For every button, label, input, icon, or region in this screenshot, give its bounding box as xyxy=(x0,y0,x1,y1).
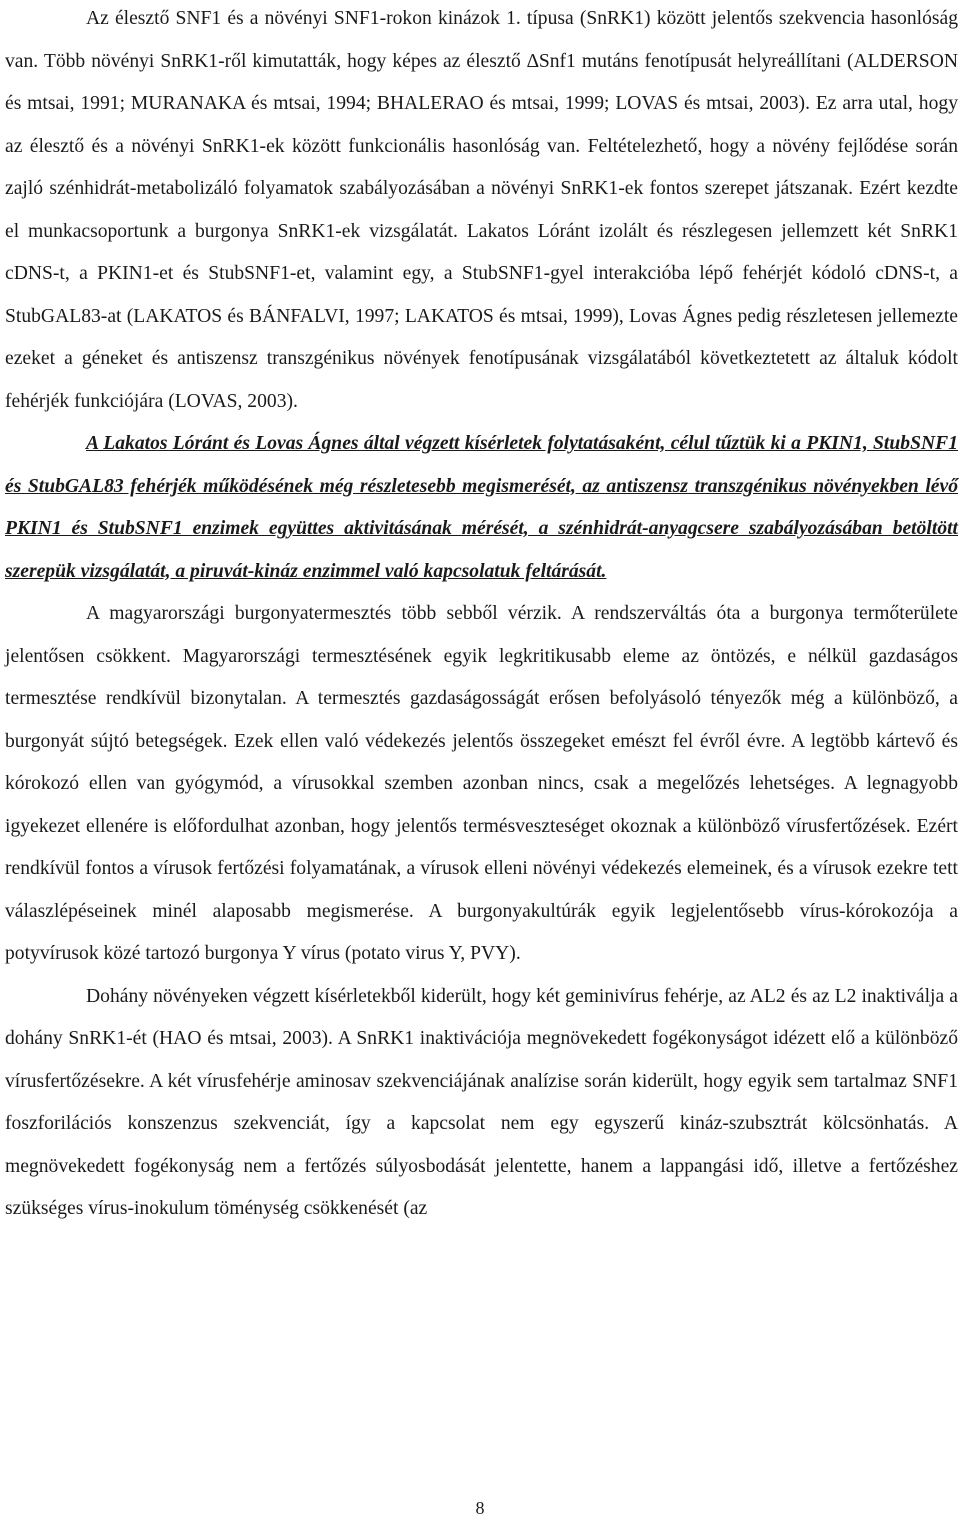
paragraph-potato-production: A magyarországi burgonyatermesztés több sebből vérzik. A rendszerváltás óta a burgonya termőterülete jelentősen csökkent. Magyarországi termesztésének egyik legkritikusabb eleme az öntözés, e nélkül gazdaságos termesztése rendkívül bizonytalan. A termesztés gazdaságosságát erősen befolyásoló tényezők még a különböző, a burgonyát sújtó betegségek. Ezek ellen való védekezés jelentős összegeket emészt fel évről évre. A legtöbb kártevő és kórokozó ellen van gyógymód, a vírusokkal szemben azonban nincs, csak a megelőzés lehetséges. A legnagyobb igyekezet ellenére is előfordulhat azonban, hogy jelentős termésveszteséget okoznak a különböző vírusfertőzések. Ezért rendkívül fontos a vírusok fertőzési folyamatának, a vírusok elleni növényi védekezés elemeinek, és a vírusok ezekre tett válaszlépéseinek minél alaposabb megismerése. A burgonyakultúrák egyik legjelentősebb vírus-kórokozója a potyvírusok közé tartozó burgonya Y vírus (potato virus Y, PVY). xyxy=(5,603,958,964)
paragraph-research-goals: A Lakatos Lóránt és Lovas Ágnes által végzett kísérletek folytatásaként, célul tűztük ki a PKIN1, StubSNF1 és StubGAL83 fehérjék működésének még részletesebb megismerését, az antiszensz transzgénikus növényekben lévő PKIN1 és StubSNF1 enzimek együttes aktivitásának mérését, a szénhidrát-anyagcsere szabályozásában betöltött szerepük vizsgálatát, a piruvát-kináz enzimmel való kapcsolatuk feltárását. xyxy=(5,433,958,582)
paragraph-tobacco-experiments: Dohány növényeken végzett kísérletekből kiderült, hogy két geminivírus fehérje, az AL2 és az L2 inaktiválja a dohány SnRK1-ét (HAO és mtsai, 2003). A SnRK1 inaktivációja megnövekedett fogékonyságot idézett elő a különböző vírusfertőzésekre. A két vírusfehérje aminosav szekvenciájának analízise során kiderült, hogy egyik sem tartalmaz SNF1 foszforilációs konszenzus szekvenciát, így a kapcsolat nem egy egyszerű kináz-szubsztrát kölcsönhatás. A megnövekedett fogékonyság nem a fertőzés súlyosbodását jelentette, hanem a lappangási idő, illetve a fertőzéshez szükséges vírus-inokulum töménység csökkenését (az xyxy=(5,985,958,1219)
document-page xyxy=(5,0,958,1231)
page-number: 8 xyxy=(475,1498,485,1518)
paragraph-snf1-similarity: Az élesztő SNF1 és a növényi SNF1-rokon kinázok 1. típusa (SnRK1) között jelentős szekvencia hasonlóság van. Több növényi SnRK1-ről kimutatták, hogy képes az élesztő ∆Snf1 mutáns fenotípusát helyreállítani (ALDERSON és mtsai, 1991; MURANAKA és mtsai, 1994; BHALERAO és mtsai, 1999; LOVAS és mtsai, 2003). Ez arra utal, hogy az élesztő és a növényi SnRK1-ek között funkcionális hasonlóság van. Feltételezhető, hogy a növény fejlődése során zajló szénhidrát-metabolizáló folyamatok szabályozásában a növényi SnRK1-ek fontos szerepet játszanak. Ezért kezdte el munkacsoportunk a burgonya SnRK1-ek vizsgálatát. Lakatos Lóránt izolált és részlegesen jellemzett két SnRK1 cDNS-t, a PKIN1-et és StubSNF1-et, valamint egy, a StubSNF1-gyel interakcióba lépő fehérjét kódoló cDNS-t, a StubGAL83-at (LAKATOS és BÁNFALVI, 1997; LAKATOS és mtsai, 1999), Lovas Ágnes pedig részletesen jellemezte ezeket a géneket és antiszensz transzgénikus növények fenotípusának vizsgálatából következtetett az általuk kódolt fehérjék funkciójára (LOVAS, 2003). xyxy=(5,8,958,412)
